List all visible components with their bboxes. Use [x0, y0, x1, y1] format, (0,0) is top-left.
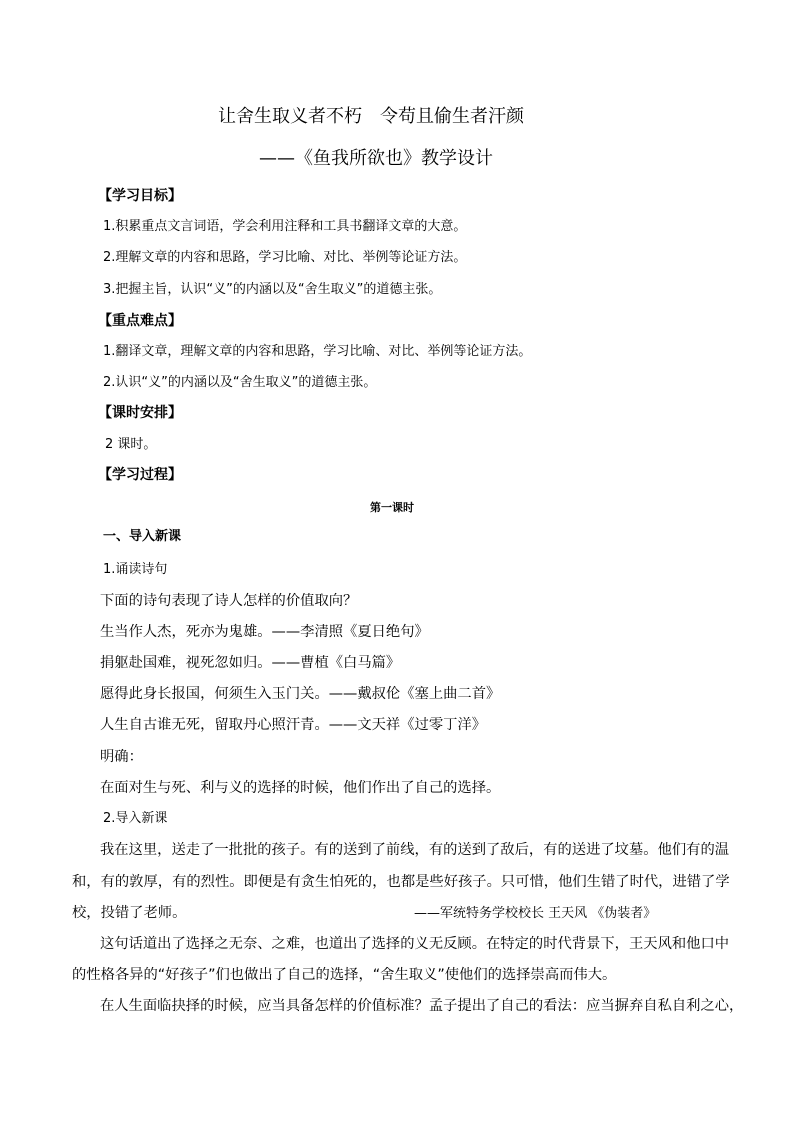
question-text: 下面的诗句表现了诗人怎样的价值取向？ [100, 593, 358, 609]
quote-line: 校，投错了老师。 [72, 905, 187, 921]
goal-item: 2.理解文章的内容和思路，学习比喻、对比、举例等论证方法。 [103, 250, 467, 265]
paragraph-line: 这句话道出了选择之无奈、之难，也道出了选择的义无反顾。在特定的时代背景下，王天风和他口中 [100, 936, 730, 952]
part-heading: 一、导入新课 [103, 529, 182, 544]
key-point-item: 2.认识“义”的内涵以及“舍生取义”的道德主张。 [103, 375, 377, 390]
poem-line: 捐躯赴国难，视死忽如归。——曹植《白马篇》 [100, 655, 401, 671]
quote-line: 我在这里，送走了一批批的孩子。有的送到了前线，有的送到了敌后，有的送进了坟墓。他们有的温 [100, 842, 730, 858]
section-heading-process: 【学习过程】 [98, 467, 182, 483]
document-title: 让舍生取义者不朽 令苟且偷生者汗颜 [218, 106, 524, 127]
document-subtitle: ——《鱼我所欲也》教学设计 [259, 148, 493, 169]
key-point-item: 1.翻译文章，理解文章的内容和思路，学习比喻、对比、举例等论证方法。 [103, 344, 532, 359]
paragraph-line: 的性格各异的“好孩子”们也做出了自己的选择，“舍生取义”使他们的选择崇高而伟大。 [72, 967, 617, 983]
schedule-text: 2 课时。 [105, 437, 157, 452]
poem-line: 人生自古谁无死，留取丹心照汗青。——文天祥《过零丁洋》 [100, 717, 487, 733]
goal-item: 1.积累重点文言词语，学会利用注释和工具书翻译文章的大意。 [103, 219, 467, 234]
section-heading-schedule: 【课时安排】 [98, 405, 182, 421]
section-heading-goals: 【学习目标】 [98, 188, 182, 204]
step-heading: 1.诵读诗句 [103, 562, 168, 577]
quote-line: 和，有的敦厚，有的烈性。即便是有贪生怕死的，也都是些好孩子。只可惜，他们生错了时代，进错了学 [72, 874, 730, 890]
clarify-text: 在面对生与死、利与义的选择的时候，他们作出了自己的选择。 [100, 780, 501, 796]
poem-line: 生当作人杰，死亦为鬼雄。——李清照《夏日绝句》 [100, 624, 429, 640]
step-heading: 2.导入新课 [103, 811, 168, 826]
paragraph-line: 在人生面临抉择的时候，应当具备怎样的价值标准？孟子提出了自己的看法：应当摒弃自私自利之心， [100, 998, 744, 1014]
quote-source: ——军统特务学校校长 王天风 《伪装者》 [414, 906, 657, 921]
clarify-label: 明确： [100, 749, 143, 765]
goal-item: 3.把握主旨，认识“义”的内涵以及“舍生取义”的道德主张。 [103, 282, 442, 297]
poem-line: 愿得此身长报国，何须生入玉门关。——戴叔伦《塞上曲二首》 [100, 686, 501, 702]
lesson-title: 第一课时 [370, 501, 414, 514]
section-heading-key-points: 【重点难点】 [98, 313, 182, 329]
